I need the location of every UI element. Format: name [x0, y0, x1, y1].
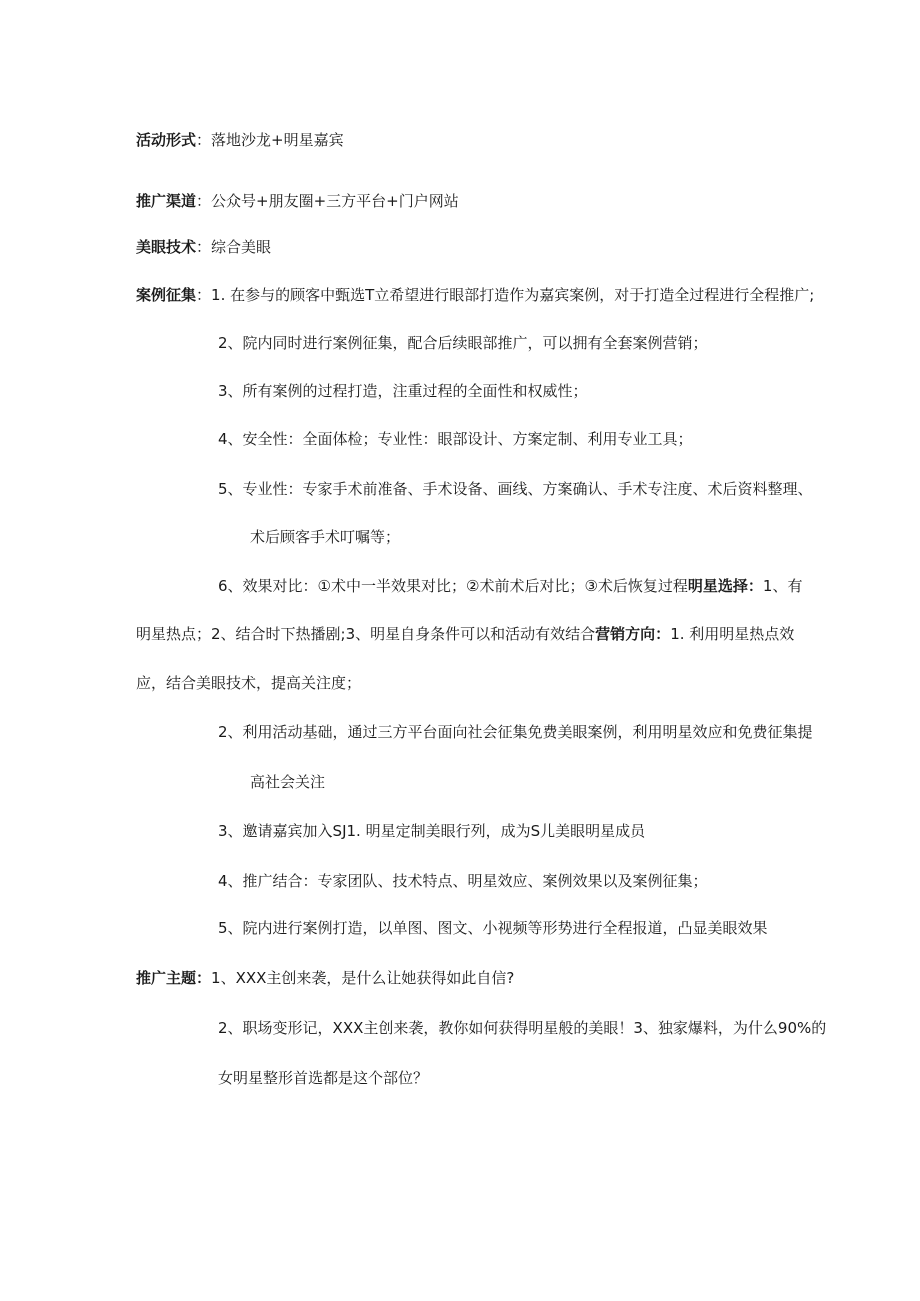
case-collection-label: 案例征集	[136, 286, 197, 304]
activity-form-label: 活动形式	[136, 131, 197, 149]
star-selection-text-b: 明星热点；2、结合时下热播剧;3、明星自身条件可以和活动有效结合	[136, 625, 596, 643]
case-collection-item1: 1. 在参与的顾客中甄选T立希望进行眼部打造作为嘉宾案例，对于打造全过程进行全程推广;	[211, 286, 815, 304]
case-collection-item6: 6、效果对比：①术中一半效果对比；②术前术后对比；③术后恢复过程	[218, 577, 688, 595]
beauty-tech-sep: ：	[196, 238, 212, 256]
activity-form-value: 落地沙龙+明星嘉宾	[211, 131, 344, 149]
marketing-direction-item1-b: 应，结合美眼技术，提高关注度；	[136, 674, 362, 692]
beauty-tech-value: 综合美眼	[211, 238, 272, 256]
marketing-direction-item1-a: 1. 利用明星热点效	[670, 625, 795, 643]
star-selection-sep: ：	[747, 577, 763, 595]
activity-form-sep: ：	[196, 131, 212, 149]
promo-channels-sep: ：	[196, 192, 212, 210]
case-collection-line	[136, 285, 814, 305]
marketing-direction-sep: ：	[655, 625, 671, 643]
case-collection-item6-line	[218, 576, 802, 596]
promo-themes-item2-a: 2、职场变形记，XXX主创来袭，教你如何获得明星般的美眼！3、独家爆料，为什么90%的	[218, 1019, 827, 1037]
star-selection-label: 明星选择	[687, 577, 748, 595]
case-collection-sep: ：	[196, 286, 212, 304]
promo-themes-line	[136, 968, 514, 988]
marketing-direction-item5: 5、院内进行案例打造，以单图、图文、小视频等形势进行全程报道，凸显美眼效果	[218, 919, 768, 937]
marketing-direction-item2-a: 2、利用活动基础，通过三方平台面向社会征集免费美眼案例，利用明星效应和免费征集提	[218, 723, 813, 741]
case-collection-item3: 3、所有案例的过程打造，注重过程的全面性和权威性；	[218, 382, 588, 400]
marketing-direction-item3: 3、邀请嘉宾加入SJ1. 明星定制美眼行列，成为S儿美眼明星成员	[218, 822, 646, 840]
case-collection-item4: 4、安全性：全面体检；专业性：眼部设计、方案定制、利用专业工具；	[218, 430, 693, 448]
beauty-tech-label: 美眼技术	[136, 238, 197, 256]
marketing-direction-item2-b: 高社会关注	[250, 773, 326, 791]
marketing-direction-item4: 4、推广结合：专家团队、技术特点、明星效应、案例效果以及案例征集；	[218, 872, 708, 890]
beauty-tech-line	[136, 237, 271, 257]
promo-channels-label: 推广渠道	[136, 192, 197, 210]
marketing-direction-label: 营销方向	[595, 625, 656, 643]
case-collection-item5-b: 术后顾客手术叮嘱等；	[250, 528, 401, 546]
star-selection-text-a: 1、有	[762, 577, 803, 595]
promo-themes-item2-b: 女明星整形首选都是这个部位？	[218, 1069, 429, 1087]
promo-channels-line	[136, 191, 459, 211]
promo-themes-label: 推广主题	[136, 969, 197, 987]
activity-form-line	[136, 130, 344, 150]
case-collection-item2: 2、院内同时进行案例征集，配合后续眼部推广，可以拥有全套案例营销；	[218, 334, 708, 352]
promo-channels-value: 公众号+朋友圈+三方平台+门户网站	[211, 192, 459, 210]
promo-themes-sep: ：	[196, 969, 212, 987]
promo-themes-item1: 1、XXX主创来袭，是什么让她获得如此自信?	[211, 969, 515, 987]
star-selection-line	[136, 624, 794, 644]
case-collection-item5-a: 5、专业性：专家手术前准备、手术设备、画线、方案确认、手术专注度、术后资料整理、	[218, 480, 813, 498]
